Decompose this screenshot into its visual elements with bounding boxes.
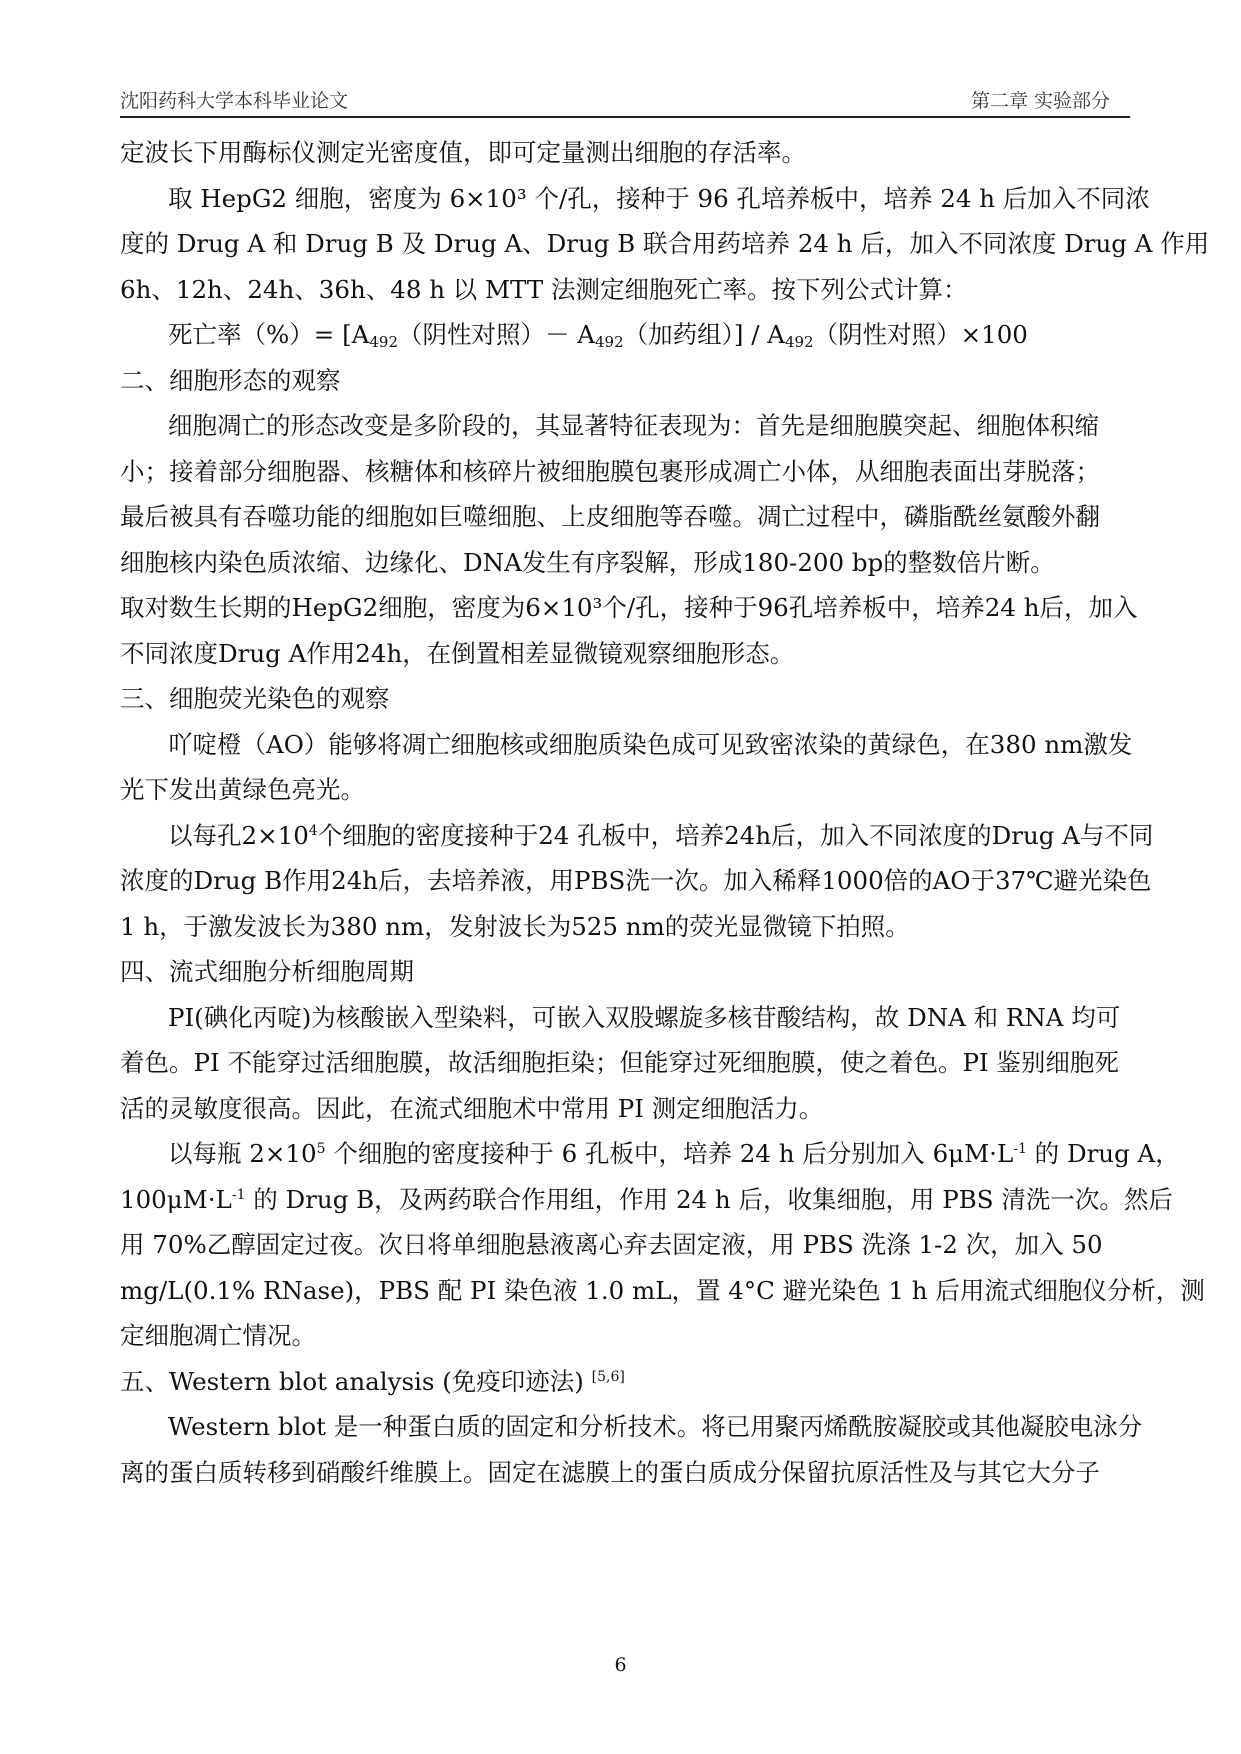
text-line: 浓度的Drug B作用24h后，去培养液，用PBS洗一次。加入稀释1000倍的AO于37℃避光染色 [120, 866, 1152, 895]
text-line: 度的 Drug A 和 Drug B 及 Drug A、Drug B 联合用药培养 24 h 后，加入不同浓度 Drug A 作用 [120, 229, 1210, 258]
text-line [120, 1131, 1180, 1177]
formula-prefix: 死亡率（%）= [A [168, 320, 370, 349]
text-line: 着色。PI 不能穿过活细胞膜，故活细胞拒染；但能穿过死细胞膜，使之着色。PI 鉴别细胞死 [120, 1048, 1119, 1077]
text-line: 小；接着部分细胞器、核糖体和核碎片被细胞膜包裹形成凋亡小体，从细胞表面出芽脱落； [120, 456, 1100, 486]
text-line: 不同浓度Drug A作用24h，在倒置相差显微镜观察细胞形态。 [120, 638, 795, 668]
header-chapter-title: 第二章 实验部分 [970, 90, 1110, 112]
text-line: 活的灵敏度很高。因此，在流式细胞术中常用 PI 测定细胞活力。 [120, 1093, 824, 1123]
text-line: 光下发出黄绿色亮光。 [120, 775, 365, 804]
text-line: 取 HepG2 细胞，密度为 6×10³ 个/孔，接种于 96 孔培养板中，培养 24 h 后加入不同浓 [168, 183, 1150, 213]
text-line: 1 h，于激发波长为380 nm，发射波长为525 nm的荧光显微镜下拍照。 [120, 911, 910, 941]
superscript: -1 [1013, 1141, 1027, 1157]
text-line [120, 813, 1154, 859]
text-line: 细胞凋亡的形态改变是多阶段的，其显著特征表现为：首先是细胞膜突起、细胞体积缩 [168, 411, 1099, 440]
superscript: -1 [231, 1186, 246, 1203]
text-line: 吖啶橙（AO）能够将凋亡细胞核或细胞质染色成可见致密浓染的黄绿色，在380 nm激发 [168, 729, 1133, 759]
text-segment: 个细胞的密度接种于24 孔板中，培养24h后，加入不同浓度的Drug A与不同 [317, 820, 1154, 850]
formula-sub2: 492 [594, 333, 624, 351]
text-line: 最后被具有吞噬功能的细胞如巨噬细胞、上皮细胞等吞噬。凋亡过程中，磷脂酰丝氨酸外翻 [120, 502, 1100, 531]
superscript: 5 [316, 1141, 326, 1157]
text-segment: 以每孔2×10 [168, 820, 309, 850]
text-line: PI(碘化丙啶)为核酸嵌入型染料，可嵌入双股螺旋多核苷酸结构，故 DNA 和 RNA 均可 [168, 1002, 1121, 1032]
formula-sub3: 492 [784, 333, 814, 351]
superscript: 4 [308, 822, 318, 839]
formula-suffix: （阴性对照）×100 [813, 320, 1028, 349]
text-segment: 个细胞的密度接种于 6 孔板中，培养 24 h 后分别加入 6μM·L [325, 1139, 1014, 1168]
text-line [120, 1177, 1173, 1223]
text-line: 取对数生长期的HepG2细胞，密度为6×10³个/孔，接种于96孔培养板中，培养24 h后，加入 [120, 593, 1138, 622]
text-line [120, 1359, 1130, 1405]
formula-mid2: （加药组）] / A [623, 320, 785, 349]
page-number: 6 [614, 1654, 627, 1676]
superscript: [5,6] [591, 1368, 625, 1385]
text-segment: 的 Drug A， [1026, 1139, 1180, 1168]
header-thesis-title: 沈阳药科大学本科毕业论文 [120, 90, 349, 112]
text-line: 定波长下用酶标仪测定光密度值，即可定量测出细胞的存活率。 [120, 138, 806, 167]
text-line: 6h、12h、24h、36h、48 h 以 MTT 法测定细胞死亡率。按下列公式计算： [120, 274, 968, 304]
formula-mid1: （阴性对照）－ A [398, 320, 595, 349]
text-line: 定细胞凋亡情况。 [120, 1321, 316, 1350]
page-header [120, 86, 1130, 118]
text-line: 细胞核内染色质浓缩、边缘化、DNA发生有序裂解，形成180-200 bp的整数倍片断。 [120, 547, 1055, 577]
text-line: 三、细胞荧光染色的观察 [120, 684, 390, 713]
text-line: 二、细胞形态的观察 [120, 365, 341, 395]
text-line: 离的蛋白质转移到硝酸纤维膜上。固定在滤膜上的蛋白质成分保留抗原活性及与其它大分子 [120, 1457, 1100, 1487]
text-line: mg/L(0.1% RNase)，PBS 配 PI 染色液 1.0 mL，置 4°C 避光染色 1 h 后用流式细胞仪分析，测 [120, 1275, 1205, 1305]
text-line: 四、流式细胞分析细胞周期 [120, 957, 414, 986]
text-segment: 100μM·L [120, 1184, 232, 1214]
formula-sub1: 492 [369, 333, 398, 351]
text-segment: 五、Western blot analysis (免疫印迹法) [120, 1366, 592, 1396]
text-line: 用 70%乙醇固定过夜。次日将单细胞悬液离心弃去固定液，用 PBS 洗涤 1-2 次，加入 50 [120, 1230, 1103, 1259]
document-body [120, 130, 1210, 1495]
text-segment: 以每瓶 2×10 [168, 1139, 317, 1168]
formula-line [120, 312, 1130, 358]
text-line: Western blot 是一种蛋白质的固定和分析技术。将已用聚丙烯酰胺凝胶或其他凝胶电泳分 [168, 1412, 1143, 1441]
text-segment: 的 Drug B，及两药联合作用组，作用 24 h 后，收集细胞，用 PBS 清洗一次。然后 [245, 1184, 1173, 1214]
